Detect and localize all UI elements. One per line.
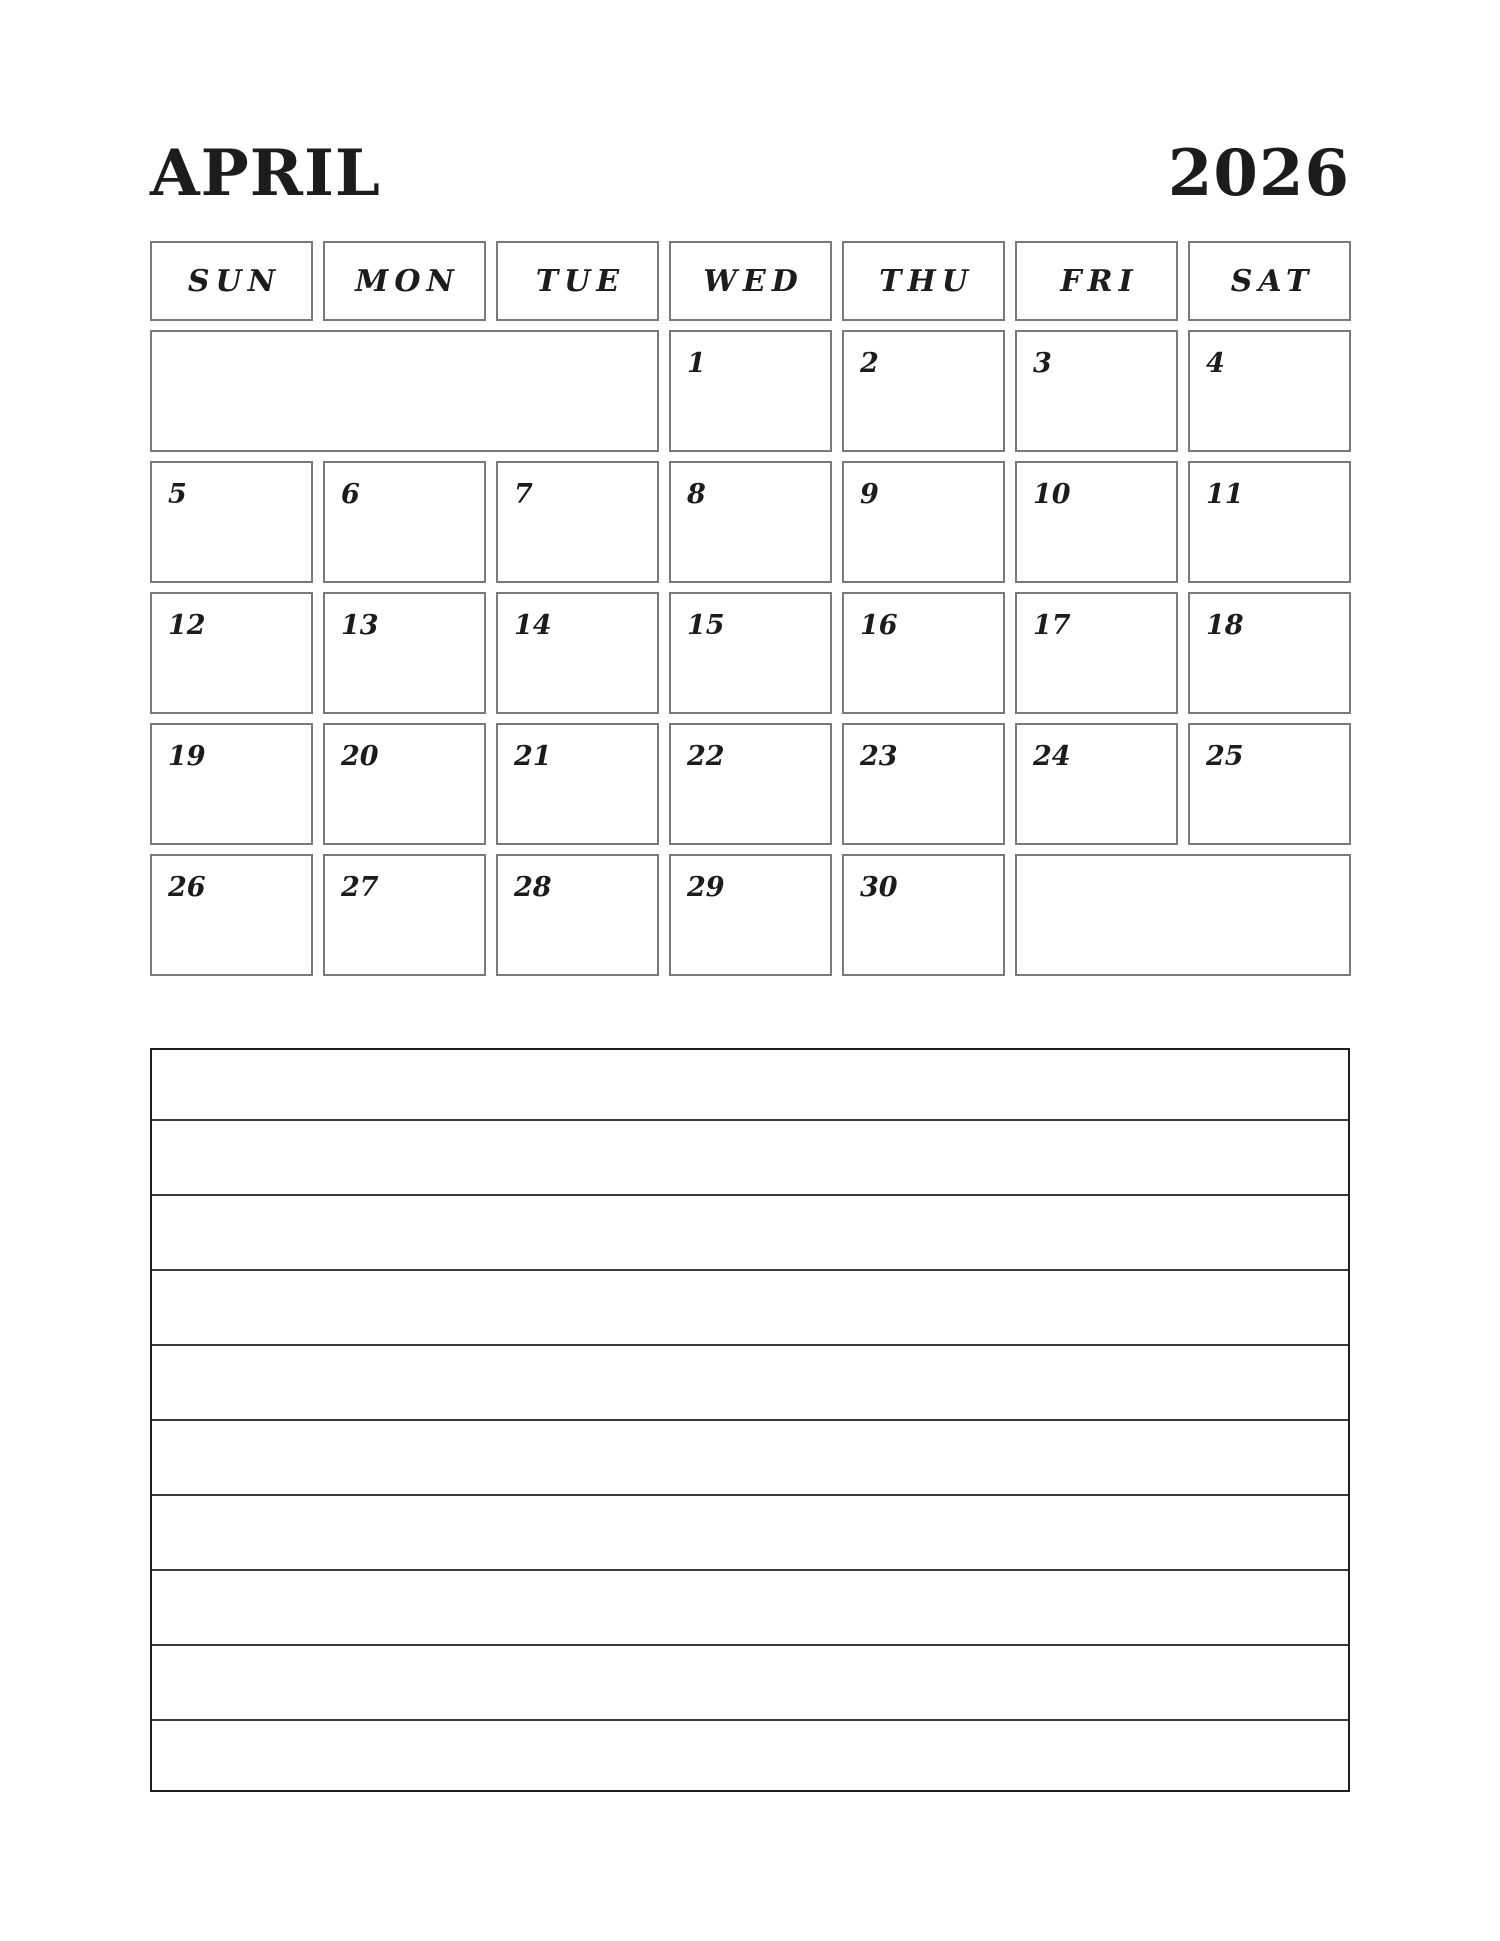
day-cell-25[interactable] [1188, 723, 1351, 845]
empty-cell-leading[interactable] [150, 330, 659, 452]
weekday-wed: WED [669, 241, 832, 321]
day-cell-30[interactable] [842, 854, 1005, 976]
day-number: 21 [514, 741, 552, 772]
day-cell-26[interactable] [150, 854, 313, 976]
day-cell-28[interactable] [496, 854, 659, 976]
day-number: 28 [514, 872, 552, 903]
day-number: 30 [860, 872, 898, 903]
weekday-mon: MON [323, 241, 486, 321]
day-number: 4 [1206, 348, 1225, 379]
day-cell-16[interactable] [842, 592, 1005, 714]
day-cell-8[interactable] [669, 461, 832, 583]
day-cell-13[interactable] [323, 592, 486, 714]
notes-line [152, 1569, 1348, 1571]
day-cell-23[interactable] [842, 723, 1005, 845]
day-number: 10 [1033, 479, 1071, 510]
day-number: 19 [168, 741, 206, 772]
day-cell-24[interactable] [1015, 723, 1178, 845]
day-number: 29 [687, 872, 725, 903]
day-number: 17 [1033, 610, 1071, 641]
day-cell-20[interactable] [323, 723, 486, 845]
notes-line [152, 1194, 1348, 1196]
day-cell-21[interactable] [496, 723, 659, 845]
weekday-sun: SUN [150, 241, 313, 321]
weekday-thu: THU [842, 241, 1005, 321]
notes-line [152, 1269, 1348, 1271]
day-number: 7 [514, 479, 533, 510]
day-number: 20 [341, 741, 379, 772]
day-number: 27 [341, 872, 379, 903]
day-number: 23 [860, 741, 898, 772]
day-cell-19[interactable] [150, 723, 313, 845]
day-cell-1[interactable] [669, 330, 832, 452]
day-number: 14 [514, 610, 552, 641]
day-number: 5 [168, 479, 187, 510]
day-number: 13 [341, 610, 379, 641]
day-number: 9 [860, 479, 879, 510]
notes-line [152, 1119, 1348, 1121]
day-cell-9[interactable] [842, 461, 1005, 583]
weekday-sat: SAT [1188, 241, 1351, 321]
day-number: 22 [687, 741, 725, 772]
day-cell-6[interactable] [323, 461, 486, 583]
day-number: 1 [687, 348, 706, 379]
day-cell-5[interactable] [150, 461, 313, 583]
day-cell-10[interactable] [1015, 461, 1178, 583]
day-number: 25 [1206, 741, 1244, 772]
day-cell-7[interactable] [496, 461, 659, 583]
day-number: 16 [860, 610, 898, 641]
empty-cell-trailing[interactable] [1015, 854, 1351, 976]
day-cell-15[interactable] [669, 592, 832, 714]
day-number: 11 [1206, 479, 1244, 510]
day-cell-14[interactable] [496, 592, 659, 714]
day-number: 26 [168, 872, 206, 903]
day-number: 6 [341, 479, 360, 510]
day-number: 18 [1206, 610, 1244, 641]
day-cell-11[interactable] [1188, 461, 1351, 583]
day-number: 24 [1033, 741, 1071, 772]
day-cell-3[interactable] [1015, 330, 1178, 452]
notes-line [152, 1644, 1348, 1646]
day-cell-22[interactable] [669, 723, 832, 845]
notes-area[interactable] [150, 1048, 1350, 1792]
day-number: 15 [687, 610, 725, 641]
day-number: 8 [687, 479, 706, 510]
year-title: 2026 [1167, 136, 1350, 211]
day-cell-17[interactable] [1015, 592, 1178, 714]
notes-line [152, 1494, 1348, 1496]
day-cell-2[interactable] [842, 330, 1005, 452]
day-cell-29[interactable] [669, 854, 832, 976]
day-number: 2 [860, 348, 879, 379]
notes-line [152, 1419, 1348, 1421]
weekday-fri: FRI [1015, 241, 1178, 321]
day-cell-18[interactable] [1188, 592, 1351, 714]
day-cell-12[interactable] [150, 592, 313, 714]
day-cell-4[interactable] [1188, 330, 1351, 452]
notes-line [152, 1344, 1348, 1346]
weekday-tue: TUE [496, 241, 659, 321]
notes-line [152, 1719, 1348, 1721]
day-number: 12 [168, 610, 206, 641]
day-number: 3 [1033, 348, 1052, 379]
month-title: APRIL [150, 136, 381, 211]
day-cell-27[interactable] [323, 854, 486, 976]
